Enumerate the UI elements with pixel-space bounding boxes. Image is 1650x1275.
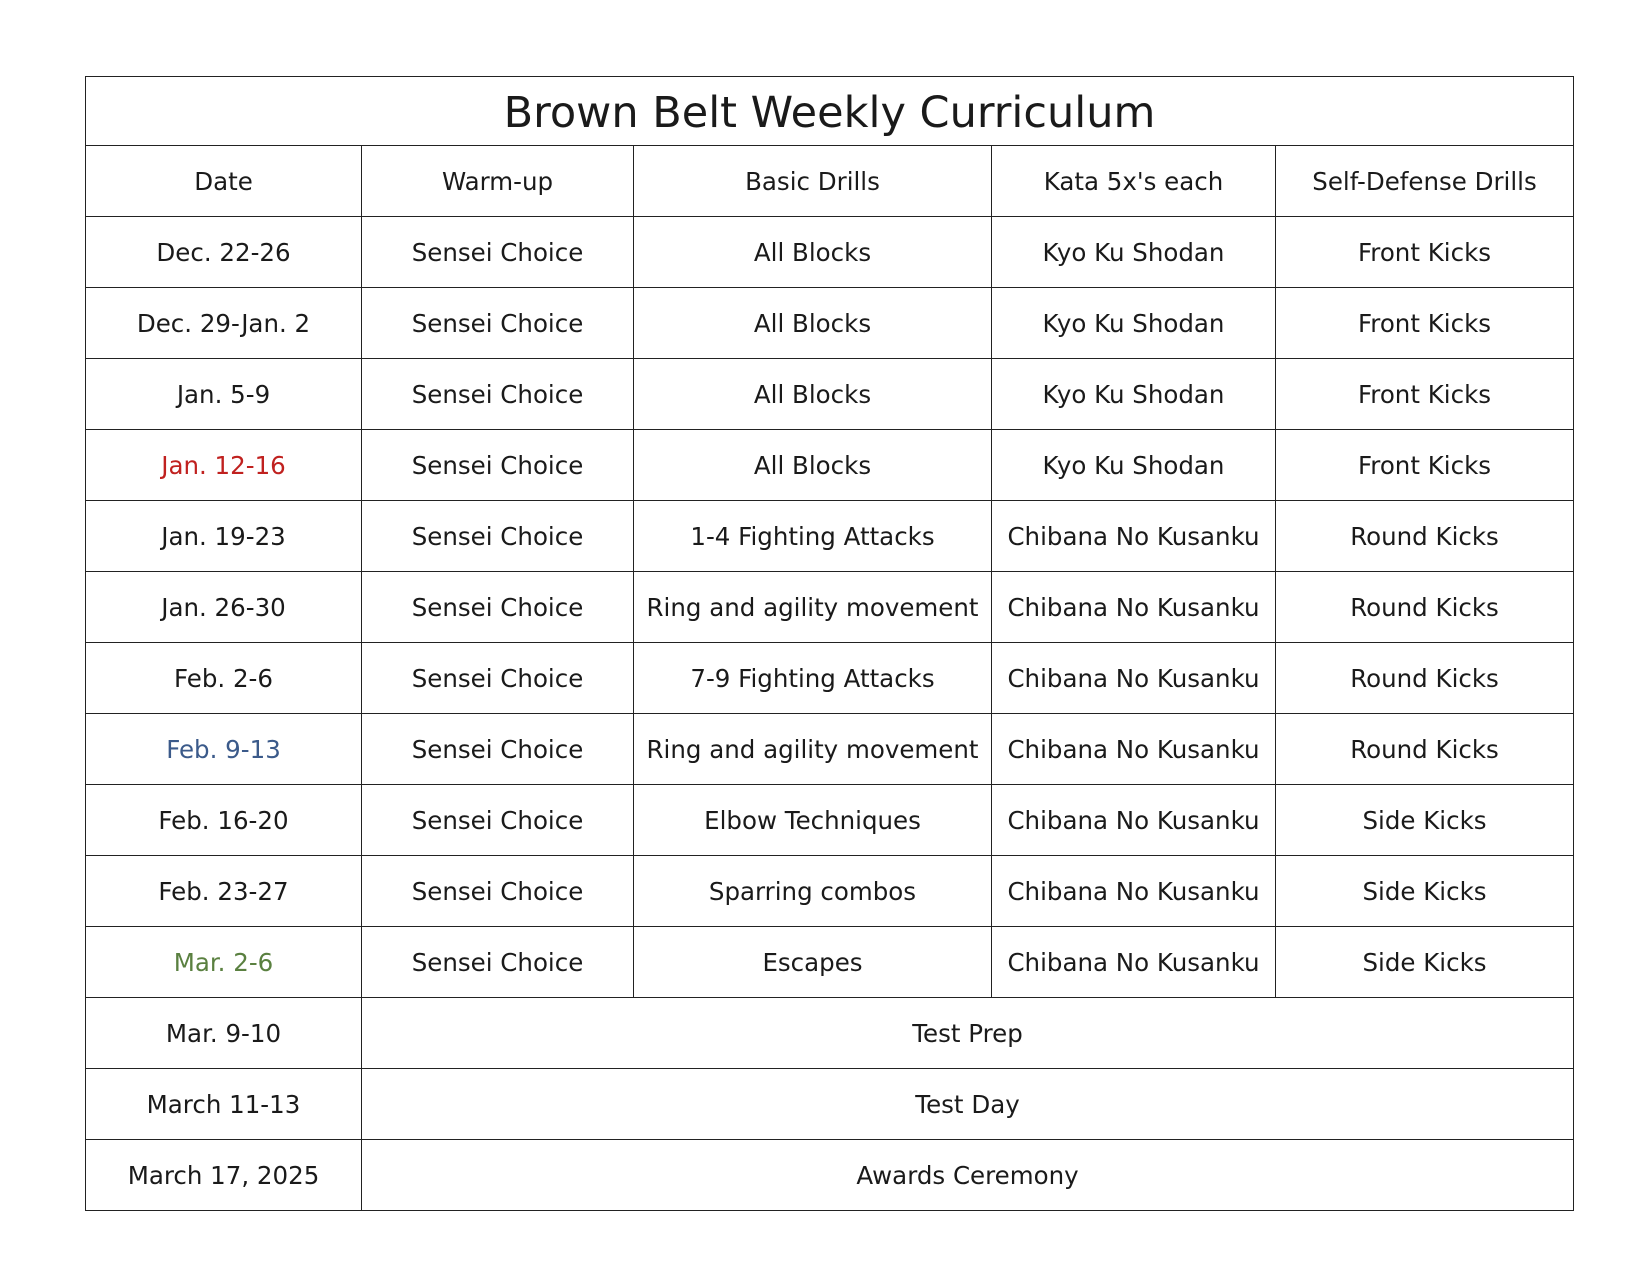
basic-drills-cell: All Blocks [634, 288, 992, 359]
date-cell: Jan. 5-9 [86, 359, 362, 430]
table-row [86, 359, 1574, 430]
event-row [86, 1069, 1574, 1140]
date-cell: March 17, 2025 [86, 1140, 362, 1211]
warmup-cell: Sensei Choice [362, 927, 634, 998]
date-cell: Jan. 19-23 [86, 501, 362, 572]
self-defense-cell: Side Kicks [1276, 785, 1574, 856]
event-activity-cell: Test Day [362, 1069, 1574, 1140]
date-cell: Mar. 2-6 [86, 927, 362, 998]
self-defense-cell: Front Kicks [1276, 288, 1574, 359]
date-cell: Mar. 9-10 [86, 998, 362, 1069]
kata-cell: Kyo Ku Shodan [992, 430, 1276, 501]
table-row [86, 643, 1574, 714]
table-row [86, 572, 1574, 643]
table-row [86, 785, 1574, 856]
header-row [86, 146, 1574, 217]
table-row [86, 856, 1574, 927]
basic-drills-cell: Ring and agility movement [634, 572, 992, 643]
basic-drills-cell: 7-9 Fighting Attacks [634, 643, 992, 714]
kata-cell: Kyo Ku Shodan [992, 217, 1276, 288]
kata-cell: Kyo Ku Shodan [992, 359, 1276, 430]
kata-cell: Chibana No Kusanku [992, 572, 1276, 643]
warmup-cell: Sensei Choice [362, 359, 634, 430]
kata-cell: Chibana No Kusanku [992, 643, 1276, 714]
self-defense-cell: Round Kicks [1276, 501, 1574, 572]
header-self-defense: Self-Defense Drills [1276, 146, 1574, 217]
date-cell: Jan. 26-30 [86, 572, 362, 643]
table-row [86, 430, 1574, 501]
kata-cell: Kyo Ku Shodan [992, 288, 1276, 359]
table-row [86, 217, 1574, 288]
table-row [86, 501, 1574, 572]
header-basic-drills: Basic Drills [634, 146, 992, 217]
self-defense-cell: Front Kicks [1276, 217, 1574, 288]
warmup-cell: Sensei Choice [362, 217, 634, 288]
kata-cell: Chibana No Kusanku [992, 501, 1276, 572]
event-activity-cell: Awards Ceremony [362, 1140, 1574, 1211]
date-cell: Feb. 9-13 [86, 714, 362, 785]
event-activity-cell: Test Prep [362, 998, 1574, 1069]
date-cell: Feb. 23-27 [86, 856, 362, 927]
self-defense-cell: Side Kicks [1276, 927, 1574, 998]
kata-cell: Chibana No Kusanku [992, 856, 1276, 927]
warmup-cell: Sensei Choice [362, 430, 634, 501]
basic-drills-cell: All Blocks [634, 430, 992, 501]
warmup-cell: Sensei Choice [362, 856, 634, 927]
date-cell: Feb. 2-6 [86, 643, 362, 714]
warmup-cell: Sensei Choice [362, 643, 634, 714]
self-defense-cell: Front Kicks [1276, 359, 1574, 430]
warmup-cell: Sensei Choice [362, 501, 634, 572]
basic-drills-cell: 1-4 Fighting Attacks [634, 501, 992, 572]
kata-cell: Chibana No Kusanku [992, 785, 1276, 856]
header-date: Date [86, 146, 362, 217]
self-defense-cell: Side Kicks [1276, 856, 1574, 927]
table-row [86, 714, 1574, 785]
self-defense-cell: Round Kicks [1276, 572, 1574, 643]
title-row [86, 77, 1574, 146]
basic-drills-cell: Sparring combos [634, 856, 992, 927]
basic-drills-cell: Ring and agility movement [634, 714, 992, 785]
kata-cell: Chibana No Kusanku [992, 714, 1276, 785]
date-cell: Jan. 12-16 [86, 430, 362, 501]
basic-drills-cell: All Blocks [634, 359, 992, 430]
self-defense-cell: Round Kicks [1276, 643, 1574, 714]
warmup-cell: Sensei Choice [362, 785, 634, 856]
warmup-cell: Sensei Choice [362, 572, 634, 643]
warmup-cell: Sensei Choice [362, 288, 634, 359]
date-cell: Dec. 22-26 [86, 217, 362, 288]
event-row [86, 1140, 1574, 1211]
table-row [86, 927, 1574, 998]
date-cell: Feb. 16-20 [86, 785, 362, 856]
table-body [86, 77, 1574, 1211]
event-row [86, 998, 1574, 1069]
basic-drills-cell: Escapes [634, 927, 992, 998]
header-kata: Kata 5x's each [992, 146, 1276, 217]
self-defense-cell: Front Kicks [1276, 430, 1574, 501]
header-warmup: Warm-up [362, 146, 634, 217]
kata-cell: Chibana No Kusanku [992, 927, 1276, 998]
warmup-cell: Sensei Choice [362, 714, 634, 785]
date-cell: March 11-13 [86, 1069, 362, 1140]
table-row [86, 288, 1574, 359]
self-defense-cell: Round Kicks [1276, 714, 1574, 785]
table-title: Brown Belt Weekly Curriculum [86, 77, 1574, 146]
curriculum-table [85, 76, 1574, 1211]
date-cell: Dec. 29-Jan. 2 [86, 288, 362, 359]
basic-drills-cell: All Blocks [634, 217, 992, 288]
basic-drills-cell: Elbow Techniques [634, 785, 992, 856]
